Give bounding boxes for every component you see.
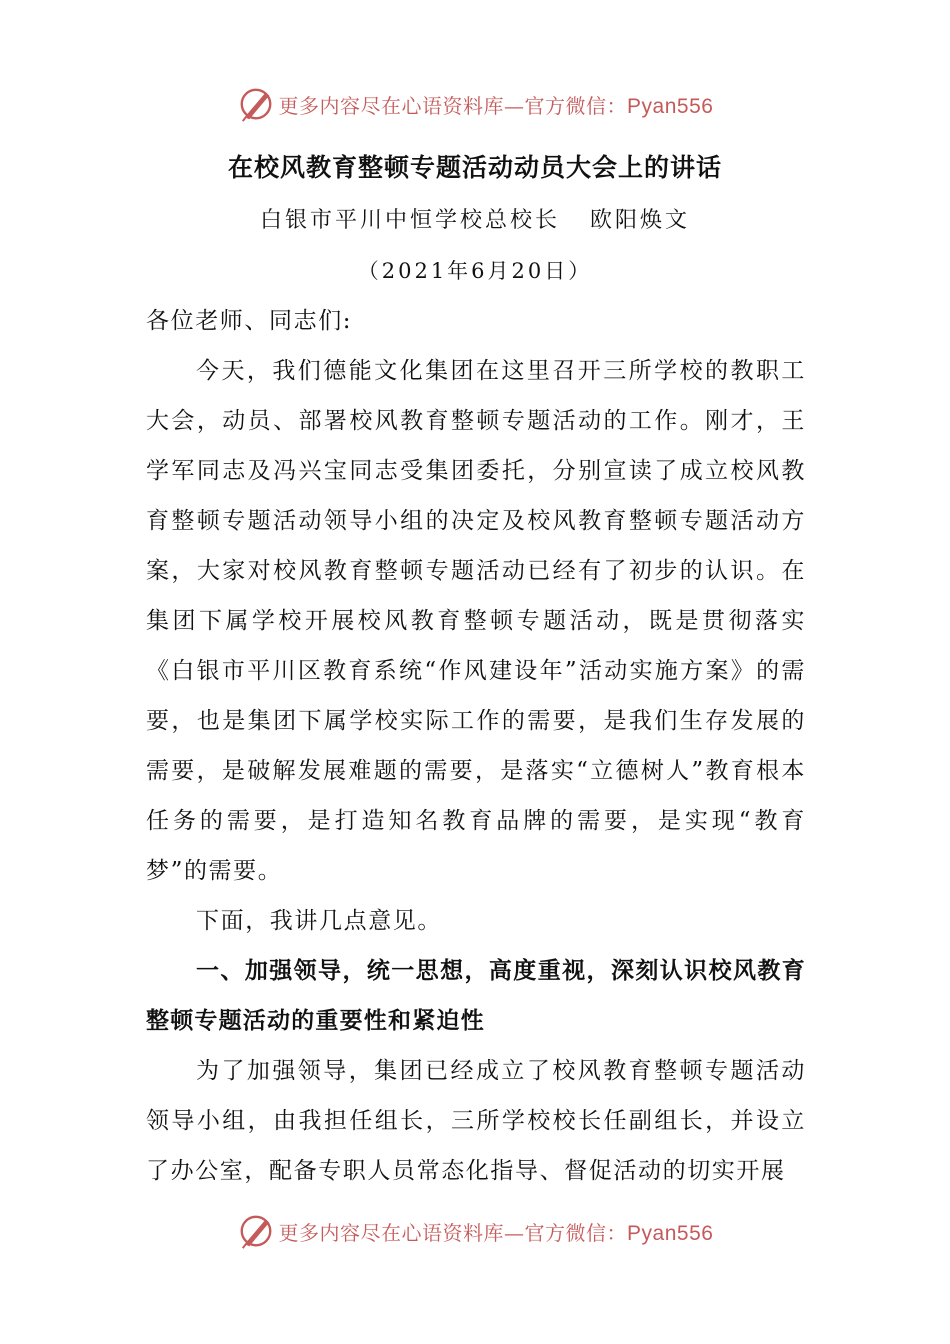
document-body: [146, 296, 806, 1196]
body-paragraph: 下面，我讲几点意见。: [196, 908, 442, 934]
footer-watermark: [0, 1211, 950, 1251]
watermark-text: 更多内容尽在心语资料库—官方微信：Pyan556: [278, 93, 714, 118]
pen-circle-logo-icon: [237, 85, 275, 123]
watermark-text: 更多内容尽在心语资料库—官方微信：Pyan556: [278, 1220, 714, 1245]
watermark-wechat-id: Pyan556: [627, 1221, 714, 1245]
body-paragraph: 今天，我们德能文化集团在这里召开三所学校的教职工大会，动员、部署校风教育整顿专题活动的工作。刚才，王学军同志及冯兴宝同志受集团委托，分别宣读了成立校风教育整顿专题活动领导小组的决定及校风教育整顿专题活动方案，大家对校风教育整顿专题活动已经有了初步的认识。在集团下属学校开展校风教育整顿专题活动，既是贯彻落实《白银市平川区教育系统“作风建设年”活动实施方案》的需要，也是集团下属学校实际工作的需要，是我们生存发展的需要，是破解发展难题的需要，是落实“立德树人”教育根本任务的需要，是打造知名教育品牌的需要，是实现“教育梦”的需要。: [146, 358, 806, 884]
document-title: 在校风教育整顿专题活动动员大会上的讲话: [227, 153, 722, 182]
document-date: （2021年6月20日）: [357, 259, 593, 283]
salutation: 各位老师、同志们:: [146, 308, 353, 334]
header-watermark: [0, 84, 950, 124]
watermark-wechat-id: Pyan556: [627, 94, 714, 118]
section-paragraph: 为了加强领导，集团已经成立了校风教育整顿专题活动领导小组，由我担任组长，三所学校校长任副组长，并设立了办公室，配备专职人员常态化指导、督促活动的切实开展: [146, 1058, 806, 1184]
pen-circle-logo-icon: [237, 1212, 275, 1250]
document-author: 白银市平川中恒学校总校长 欧阳焕文: [260, 208, 690, 233]
section-heading: 一、加强领导，统一思想，高度重视，深刻认识校风教育整顿专题活动的重要性和紧迫性: [146, 958, 806, 1034]
